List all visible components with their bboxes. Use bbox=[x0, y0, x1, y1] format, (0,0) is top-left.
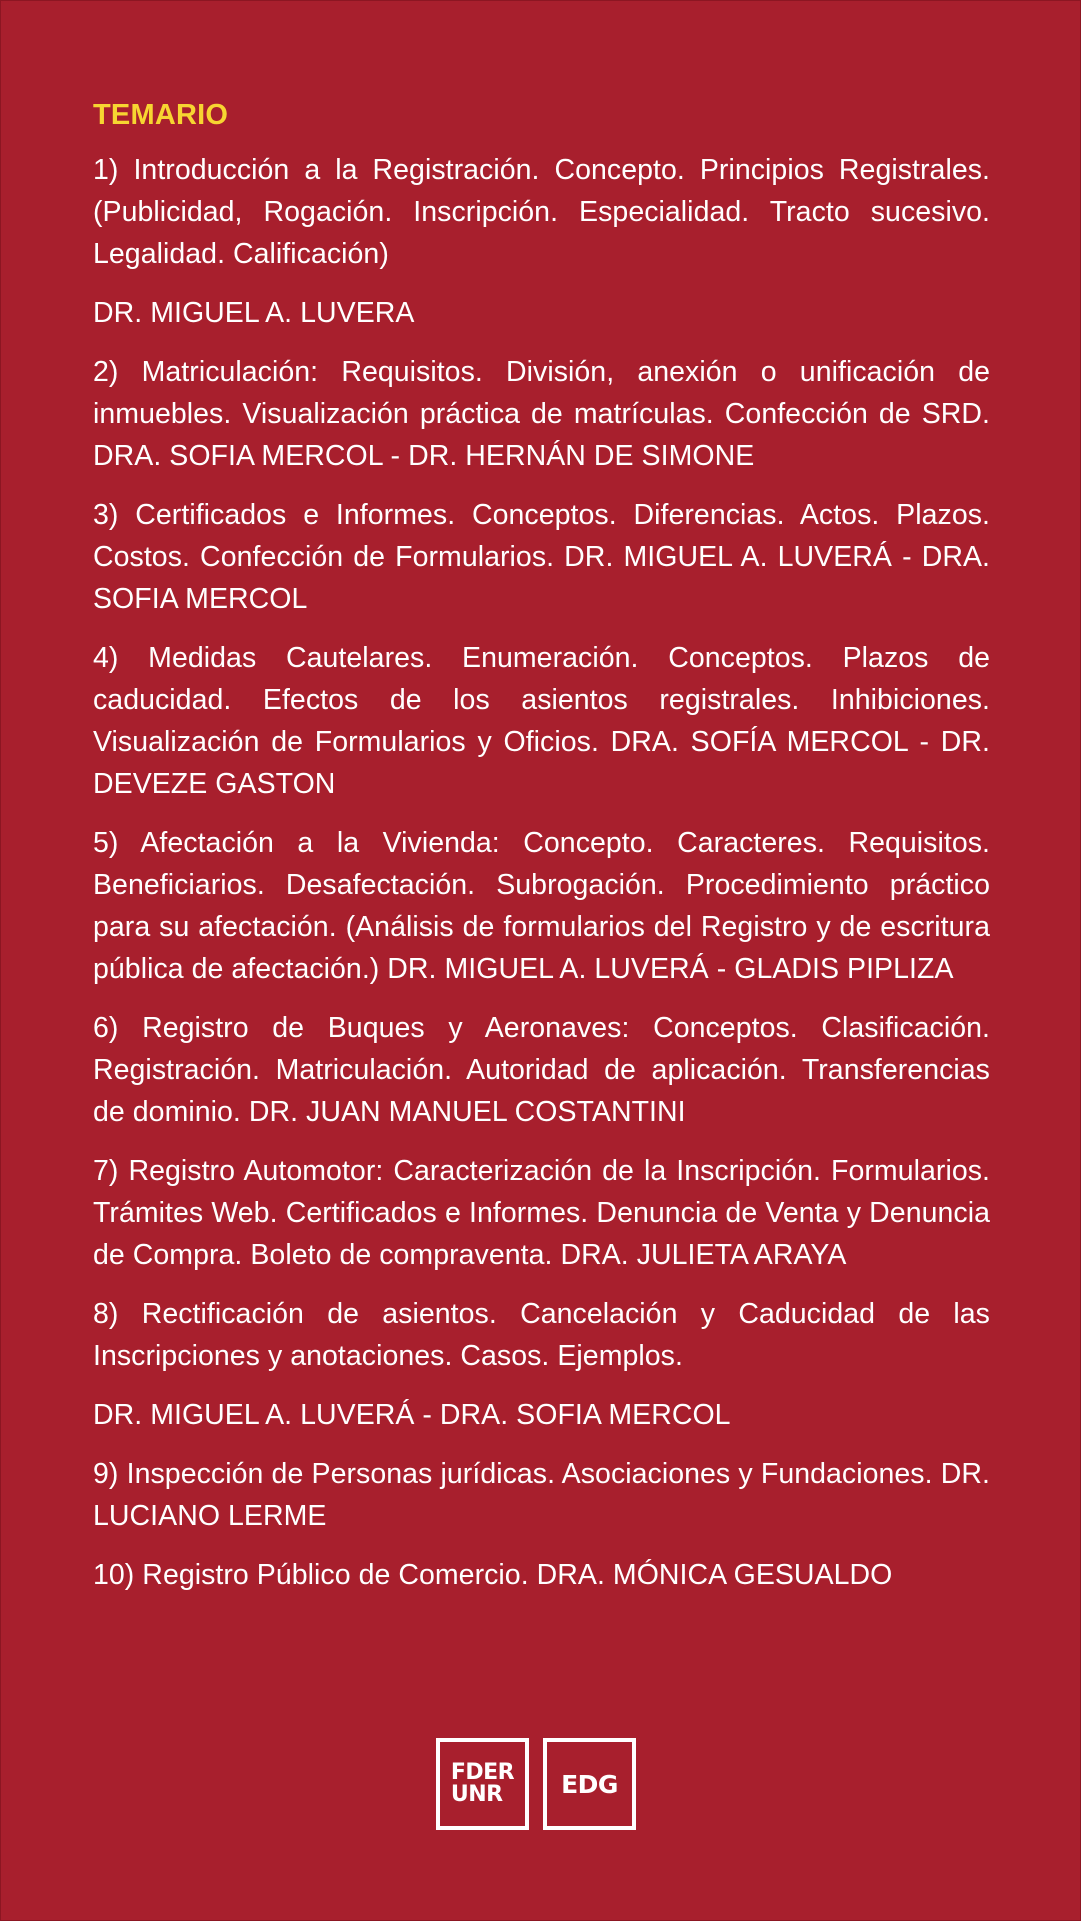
fder-unr-logo bbox=[436, 1738, 529, 1830]
temario-item-2: 2) Matriculación: Requisitos. División, anexión o unificación de inmuebles. Visualización práctica de matrículas. Confección de SRD. DRA. SOFIA MERCOL - DR. HERNÁN DE SIMONE bbox=[93, 356, 990, 472]
temario-item-1: 1) Introducción a la Registración. Concepto. Principios Registrales. (Publicidad, Rogación. Inscripción. Especialidad. Tracto sucesivo. Legalidad. Calificación) bbox=[93, 154, 990, 270]
fder-logo-line2: UNR bbox=[450, 1782, 503, 1807]
temario-item-9: 9) Inspección de Personas jurídicas. Asociaciones y Fundaciones. DR. LUCIANO LERME bbox=[93, 1458, 990, 1532]
temario-item-3: 3) Certificados e Informes. Conceptos. Diferencias. Actos. Plazos. Costos. Confección de Formularios. DR. MIGUEL A. LUVERÁ - DRA. SOFIA MERCOL bbox=[93, 499, 990, 615]
temario-item-10: 10) Registro Público de Comercio. DRA. MÓNICA GESUALDO bbox=[93, 1559, 893, 1591]
temario-item-4: 4) Medidas Cautelares. Enumeración. Conceptos. Plazos de caducidad. Efectos de los asientos registrales. Inhibiciones. Visualización de Formularios y Oficios. DRA. SOFÍA MERCOL - DR. DEVEZE GASTON bbox=[93, 642, 990, 800]
logos bbox=[436, 1738, 636, 1830]
temario-item-7: 7) Registro Automotor: Caracterización de la Inscripción. Formularios. Trámites Web. Certificados e Informes. Denuncia de Venta y Denuncia de Compra. Boleto de compraventa. DRA. JULIETA ARAYA bbox=[93, 1155, 990, 1271]
temario-item-6: 6) Registro de Buques y Aeronaves: Conceptos. Clasificación. Registración. Matriculación. Autoridad de aplicación. Transferencias de dominio. DR. JUAN MANUEL COSTANTINI bbox=[93, 1012, 990, 1128]
edg-logo bbox=[543, 1738, 636, 1830]
temario-item-1-speaker: DR. MIGUEL A. LUVERA bbox=[93, 297, 415, 329]
temario-heading: TEMARIO bbox=[93, 99, 229, 131]
temario-item-5: 5) Afectación a la Vivienda: Concepto. Caracteres. Requisitos. Beneficiarios. Desafectación. Subrogación. Procedimiento práctico para su afectación. (Análisis de formularios del Registro y de escritura pública de afectación.) DR. MIGUEL A. LUVERÁ - GLADIS PIPLIZA bbox=[93, 827, 990, 985]
temario-item-8: 8) Rectificación de asientos. Cancelación y Caducidad de las Inscripciones y anotaciones. Casos. Ejemplos. bbox=[93, 1298, 990, 1372]
edg-logo-text: EDG bbox=[561, 1769, 618, 1799]
temario-item-8-speakers: DR. MIGUEL A. LUVERÁ - DRA. SOFIA MERCOL bbox=[93, 1399, 731, 1431]
fder-logo-line1: FDER bbox=[450, 1760, 515, 1785]
temario-section bbox=[93, 97, 990, 1613]
